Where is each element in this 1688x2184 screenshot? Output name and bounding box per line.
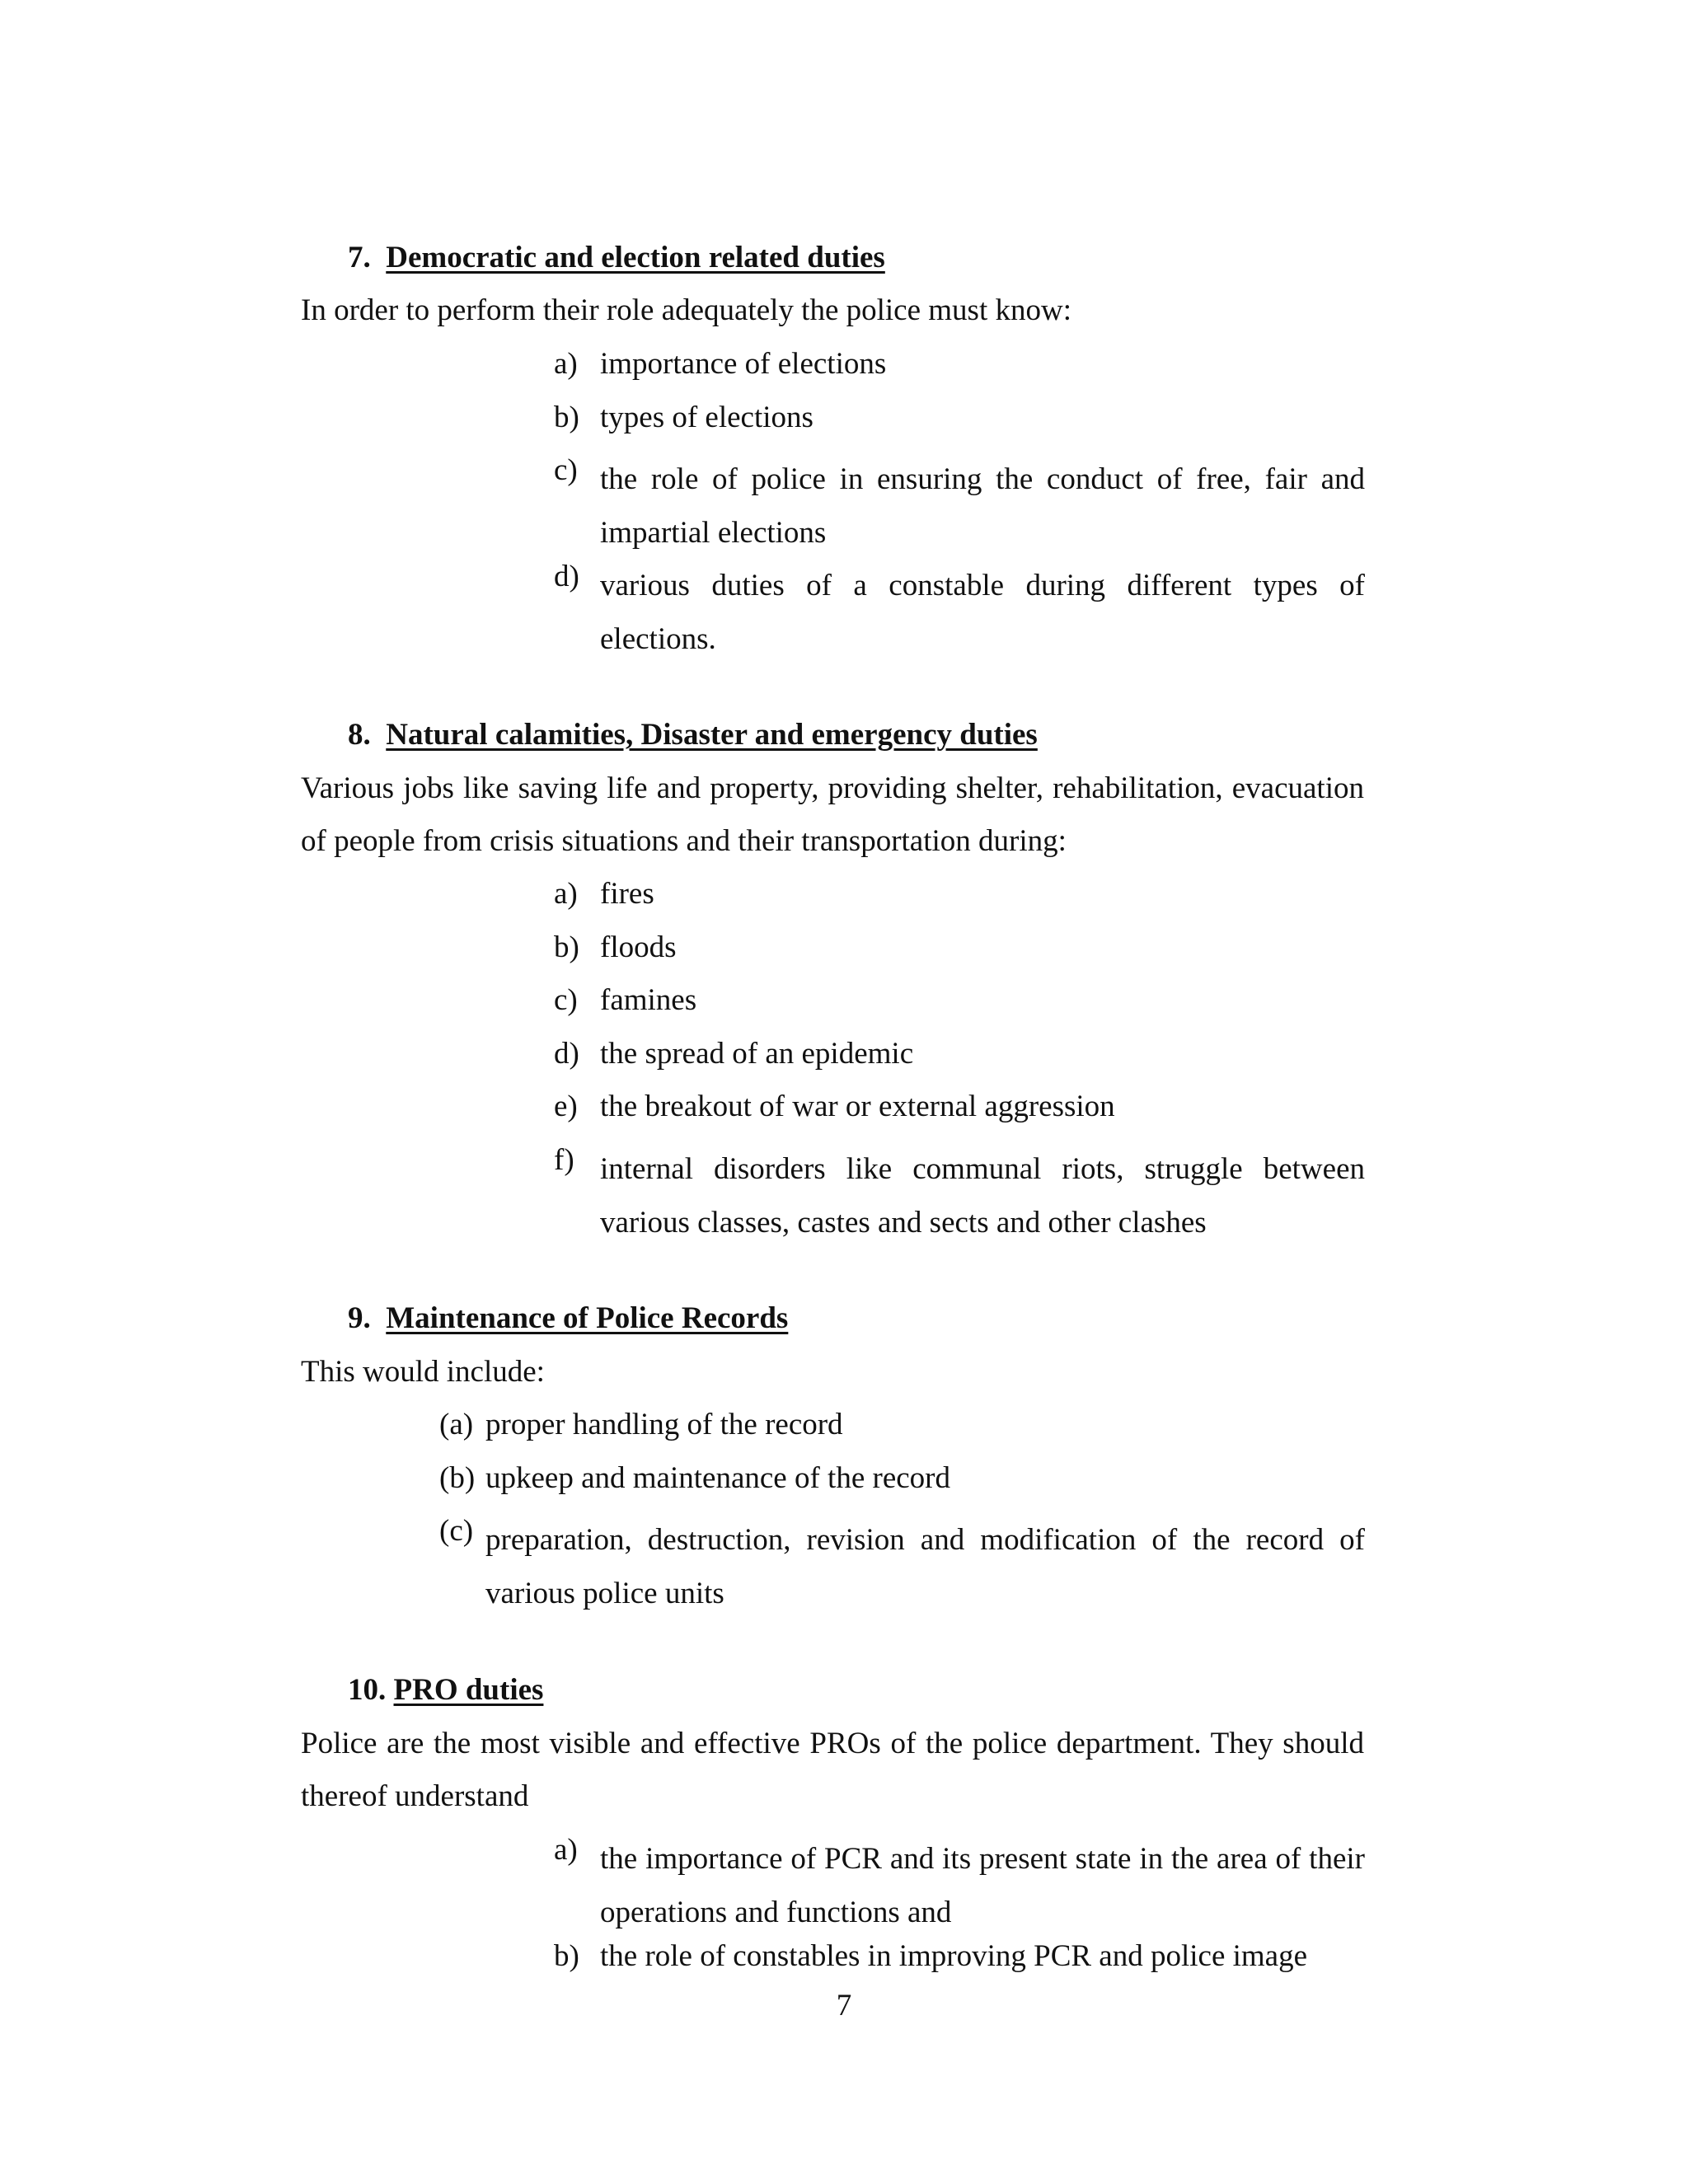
section-heading <box>348 717 1038 753</box>
section-title: Democratic and election related duties <box>386 241 885 274</box>
list-marker: (a) <box>439 1408 474 1441</box>
list-item <box>439 1513 1365 1620</box>
list-marker: (c) <box>439 1514 474 1548</box>
section-intro-line: Police are the most visible and effective PROs of the police department. They should <box>301 1727 1364 1760</box>
list-item-text: importance of elections <box>600 347 887 381</box>
section-number: 8. <box>348 718 371 752</box>
list-marker: d) <box>554 560 579 593</box>
list-marker: c) <box>554 453 578 487</box>
list-item-text: fires <box>600 877 654 911</box>
page-number: 7 <box>836 1989 852 2022</box>
section-intro-line: thereof understand <box>301 1779 529 1813</box>
list-item-text: types of elections <box>600 401 814 434</box>
section-intro: In order to perform their role adequately the police must know: <box>301 293 1071 327</box>
section-number: 10. <box>348 1673 387 1707</box>
section-heading <box>348 240 885 276</box>
list-marker: d) <box>554 1037 579 1071</box>
list-item-text: internal disorders like communal riots, struggle between various classes, castes and sects and other clashes <box>600 1152 1365 1240</box>
section-intro: This would include: <box>301 1355 545 1389</box>
list-item <box>554 559 1365 666</box>
list-item-text: various duties of a constable during different types of elections. <box>600 569 1365 656</box>
section-intro-line: of people from crisis situations and their transportation during: <box>301 824 1067 858</box>
section-title: Natural calamities, Disaster and emergency duties <box>386 718 1038 752</box>
list-item <box>554 1142 1365 1249</box>
list-item-text: the importance of PCR and its present state in the area of their operations and functions and <box>600 1842 1365 1929</box>
list-item-text: proper handling of the record <box>485 1408 843 1441</box>
list-marker: a) <box>554 877 578 911</box>
section-title: Maintenance of Police Records <box>386 1301 789 1335</box>
list-marker: a) <box>554 1833 578 1867</box>
list-item-text: floods <box>600 930 677 964</box>
list-item-text: upkeep and maintenance of the record <box>485 1461 950 1495</box>
list-item-text: the spread of an epidemic <box>600 1037 914 1071</box>
section-heading <box>348 1301 788 1337</box>
list-marker: f) <box>554 1143 574 1177</box>
list-item <box>554 452 1365 560</box>
list-item-text: the role of police in ensuring the conduct of free, fair and impartial elections <box>600 462 1365 550</box>
list-item-text: the role of constables in improving PCR and police image <box>600 1939 1308 1973</box>
section-number: 7. <box>348 241 371 274</box>
list-marker: b) <box>554 930 579 964</box>
list-marker: e) <box>554 1090 578 1123</box>
section-intro-line: Various jobs like saving life and property, providing shelter, rehabilitation, evacuation <box>301 771 1364 805</box>
list-marker: (b) <box>439 1461 476 1495</box>
section-heading <box>348 1672 543 1708</box>
list-marker: c) <box>554 983 578 1017</box>
section-number: 9. <box>348 1301 371 1335</box>
list-item <box>554 1832 1365 1939</box>
list-item-text: famines <box>600 983 697 1017</box>
list-marker: a) <box>554 347 578 381</box>
section-title: PRO duties <box>393 1673 544 1707</box>
list-marker: b) <box>554 401 579 434</box>
list-item-text: the breakout of war or external aggression <box>600 1090 1115 1123</box>
list-item-text: preparation, destruction, revision and modification of the record of various police units <box>485 1523 1365 1610</box>
list-marker: b) <box>554 1939 579 1973</box>
